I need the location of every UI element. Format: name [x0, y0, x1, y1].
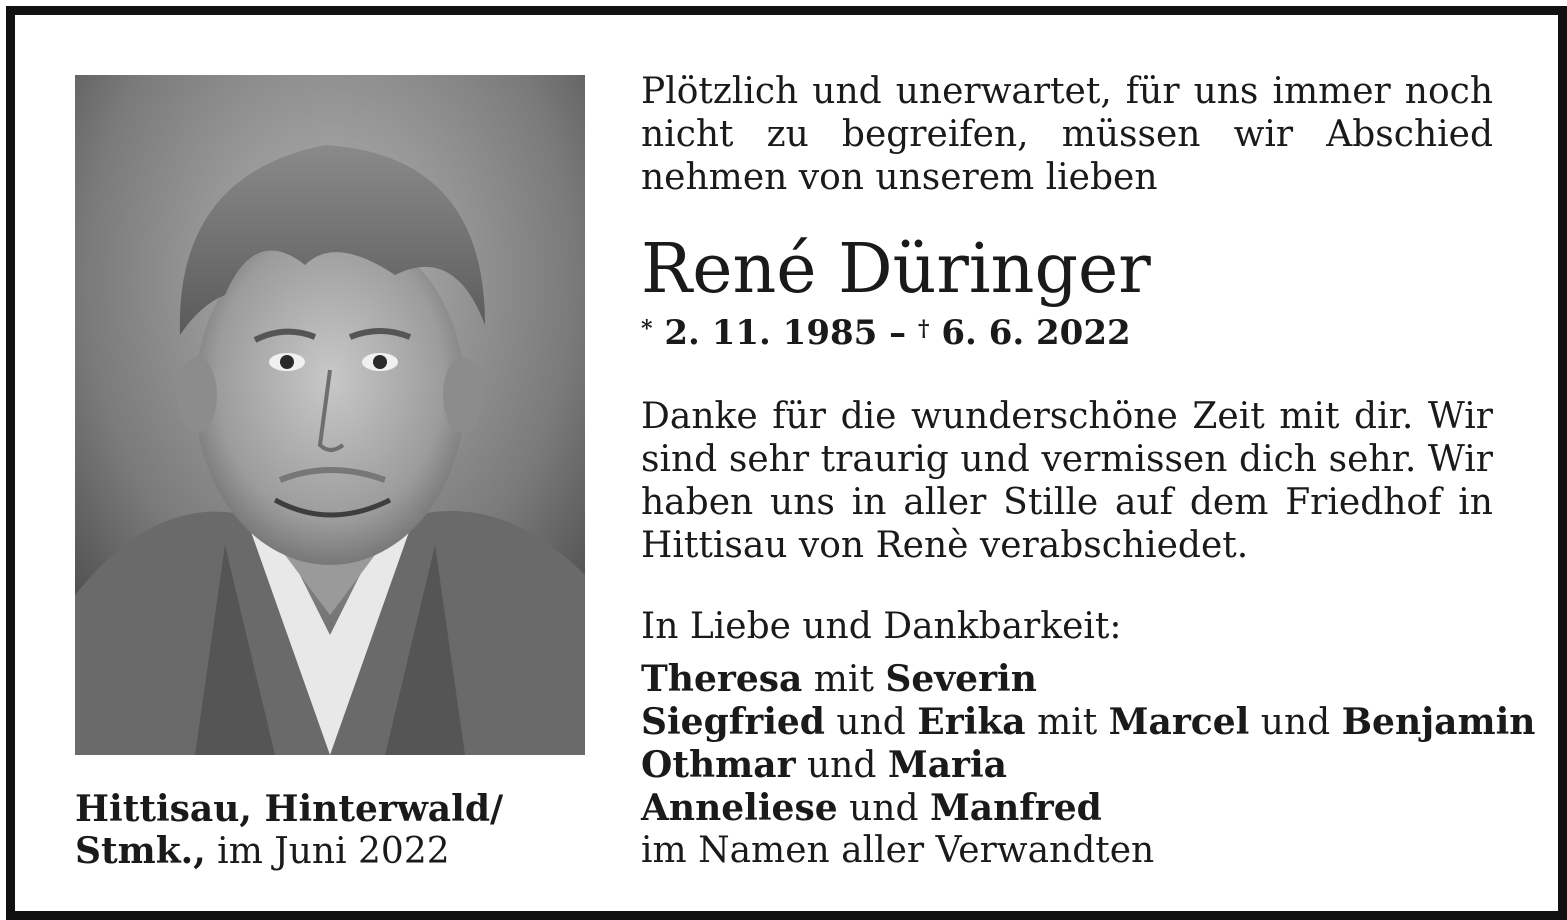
- life-dates: [641, 312, 1131, 354]
- message-text: Danke für die wunderschöne Zeit mit dir. Wir sind sehr traurig und vermissen dich sehr. Wir haben uns in aller Stille auf dem Friedhof in Hittisau von Renè verabschiedet.: [641, 396, 1493, 566]
- family-joiner: und: [795, 745, 888, 786]
- family-member: Maria: [887, 744, 1008, 786]
- family-member: Anneliese: [641, 787, 838, 829]
- family-member: Benjamin: [1341, 701, 1536, 743]
- family-line: [641, 701, 1536, 744]
- family-line: [641, 744, 1501, 787]
- family-member: Manfred: [929, 787, 1102, 829]
- deceased-name: René Düringer: [641, 230, 1151, 309]
- family-joiner: und: [1249, 702, 1342, 743]
- family-joiner: und: [837, 788, 930, 829]
- family-joiner: mit: [802, 659, 886, 700]
- family-line: [641, 787, 1501, 830]
- family-member: Siegfried: [641, 701, 825, 743]
- family-list: [641, 658, 1536, 872]
- location-line-1: Hittisau, Hinterwald/: [75, 788, 504, 830]
- family-joiner: und: [824, 702, 918, 743]
- location-date: [75, 788, 595, 873]
- date-separator: –: [889, 313, 907, 353]
- location-date-text: im Juni 2022: [205, 831, 450, 872]
- family-closing: im Namen aller Verwandten: [641, 830, 1155, 871]
- location-region: Stmk.,: [75, 830, 206, 872]
- family-member: Othmar: [641, 744, 796, 786]
- intro-text: Plötzlich und unerwartet, für uns immer noch nicht zu begreifen, müssen wir Abschied nehmen von unserem lieben: [641, 71, 1493, 198]
- family-joiner: mit: [1025, 702, 1109, 743]
- family-line: [641, 658, 1501, 701]
- portrait-photo: [75, 75, 585, 755]
- signoff-text: In Liebe und Dankbarkeit:: [641, 606, 1122, 647]
- family-member: Severin: [885, 658, 1037, 700]
- death-symbol: †: [918, 316, 930, 342]
- portrait-illustration: [75, 75, 585, 755]
- death-date: 6. 6. 2022: [941, 313, 1131, 353]
- family-member: Theresa: [641, 658, 803, 700]
- family-member: Marcel: [1108, 701, 1250, 743]
- location-line-2: [75, 830, 595, 873]
- birth-symbol: *: [641, 316, 653, 342]
- family-member: Erika: [917, 701, 1026, 743]
- birth-date: 2. 11. 1985: [664, 313, 878, 353]
